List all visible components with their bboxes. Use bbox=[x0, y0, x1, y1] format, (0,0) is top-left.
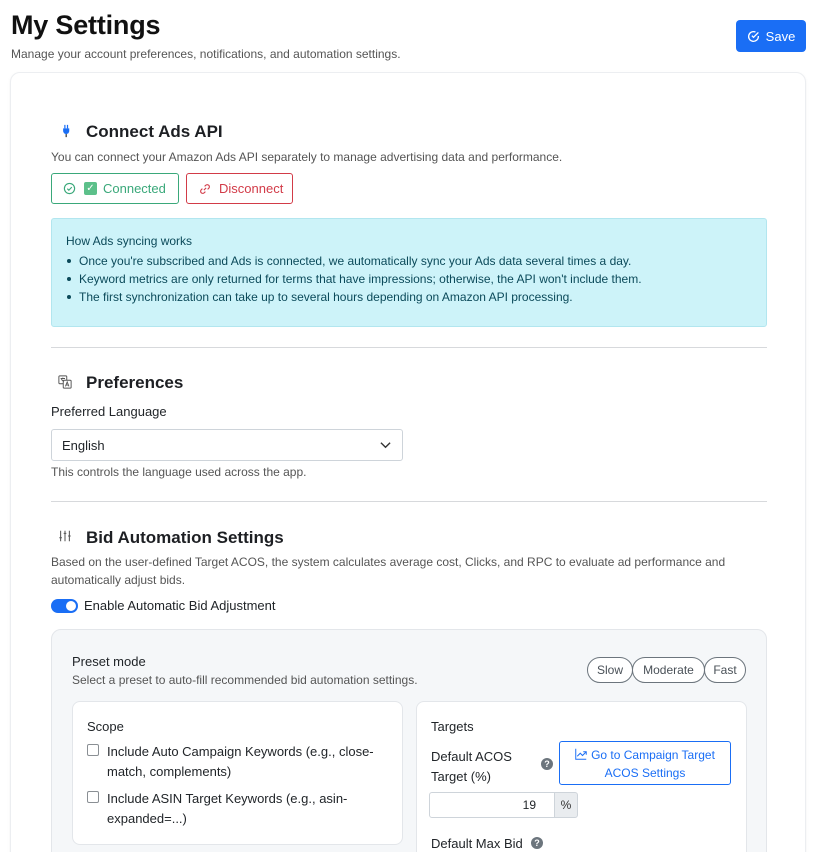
scope-title: Scope bbox=[87, 719, 124, 734]
page-title: My Settings bbox=[11, 10, 161, 40]
preferences-title: Preferences bbox=[86, 373, 184, 392]
save-button[interactable] bbox=[736, 20, 806, 52]
checkmark-icon: ✓ bbox=[84, 182, 97, 195]
divider bbox=[51, 347, 767, 348]
language-hint: This controls the language used across the app. bbox=[51, 465, 307, 479]
preset-title: Preset mode bbox=[72, 654, 146, 669]
language-label: Preferred Language bbox=[51, 404, 167, 419]
checkbox[interactable] bbox=[87, 744, 99, 756]
scope-card bbox=[72, 701, 403, 845]
acos-target-input[interactable]: 19 bbox=[429, 792, 555, 818]
ads-api-description: You can connect your Amazon Ads API separately to manage advertising data and performance. bbox=[51, 150, 563, 164]
sliders-icon bbox=[57, 528, 73, 544]
preset-fast-button[interactable]: Fast bbox=[704, 657, 746, 683]
bid-automation-title: Bid Automation Settings bbox=[86, 528, 284, 547]
link-icon bbox=[199, 183, 211, 195]
campaign-link-label: Go to Campaign Target ACOS Settings bbox=[591, 748, 715, 780]
acos-max-bid-label: Default Max Bid bbox=[431, 836, 523, 851]
list-item: Once you're subscribed and Ads is connected, we automatically sync your Ads data several times a day. bbox=[66, 255, 642, 273]
scope-option-label[interactable]: Include Auto Campaign Keywords (e.g., close-match, complements) bbox=[107, 744, 374, 779]
help-icon[interactable]: ? bbox=[541, 758, 553, 770]
list-item: The first synchronization can take up to several hours depending on Amazon API processing. bbox=[66, 291, 642, 309]
disconnect-label: Disconnect bbox=[219, 181, 284, 196]
targets-title: Targets bbox=[431, 719, 474, 734]
page-subtitle: Manage your account preferences, notifications, and automation settings. bbox=[11, 47, 401, 61]
divider bbox=[51, 501, 767, 502]
chevron-down-icon bbox=[380, 441, 391, 449]
translate-icon bbox=[57, 374, 73, 390]
check-circle-icon bbox=[747, 30, 760, 43]
help-icon[interactable]: ? bbox=[531, 837, 543, 849]
info-list bbox=[66, 255, 642, 309]
checkbox[interactable] bbox=[87, 791, 99, 803]
auto-bid-toggle[interactable] bbox=[51, 599, 78, 613]
disconnect-button[interactable] bbox=[186, 173, 293, 204]
preset-slow-button[interactable]: Slow bbox=[587, 657, 633, 683]
scope-option-auto[interactable] bbox=[87, 742, 387, 782]
plug-icon bbox=[56, 123, 72, 139]
connected-label: Connected bbox=[103, 181, 166, 196]
preset-description: Select a preset to auto-fill recommended bid automation settings. bbox=[72, 673, 418, 687]
connected-button[interactable] bbox=[51, 173, 179, 204]
bid-automation-description: Based on the user-defined Target ACOS, the system calculates average cost, Clicks, and RPC to evaluate ad performance and automatically adjust bids. bbox=[51, 555, 726, 587]
auto-bid-toggle-label[interactable]: Enable Automatic Bid Adjustment bbox=[84, 598, 276, 613]
trend-chart-icon bbox=[575, 748, 587, 760]
preset-moderate-button[interactable]: Moderate bbox=[632, 657, 705, 683]
check-circle-icon bbox=[63, 182, 76, 195]
campaign-target-acos-link[interactable] bbox=[559, 741, 731, 785]
acos-target-label: Default ACOS Target (%) bbox=[431, 749, 512, 784]
settings-card bbox=[10, 72, 806, 852]
ads-sync-info bbox=[51, 218, 767, 327]
save-label: Save bbox=[765, 28, 796, 44]
percent-addon: % bbox=[554, 792, 578, 818]
scope-option-asin[interactable] bbox=[87, 789, 387, 829]
list-item: Keyword metrics are only returned for terms that have impressions; otherwise, the API won't include them. bbox=[66, 273, 642, 291]
ads-api-title: Connect Ads API bbox=[86, 122, 223, 141]
scope-option-label[interactable]: Include ASIN Target Keywords (e.g., asin-expanded=...) bbox=[107, 791, 348, 826]
language-select[interactable] bbox=[51, 429, 403, 461]
language-value: English bbox=[62, 437, 105, 453]
info-title: How Ads syncing works bbox=[66, 234, 193, 248]
